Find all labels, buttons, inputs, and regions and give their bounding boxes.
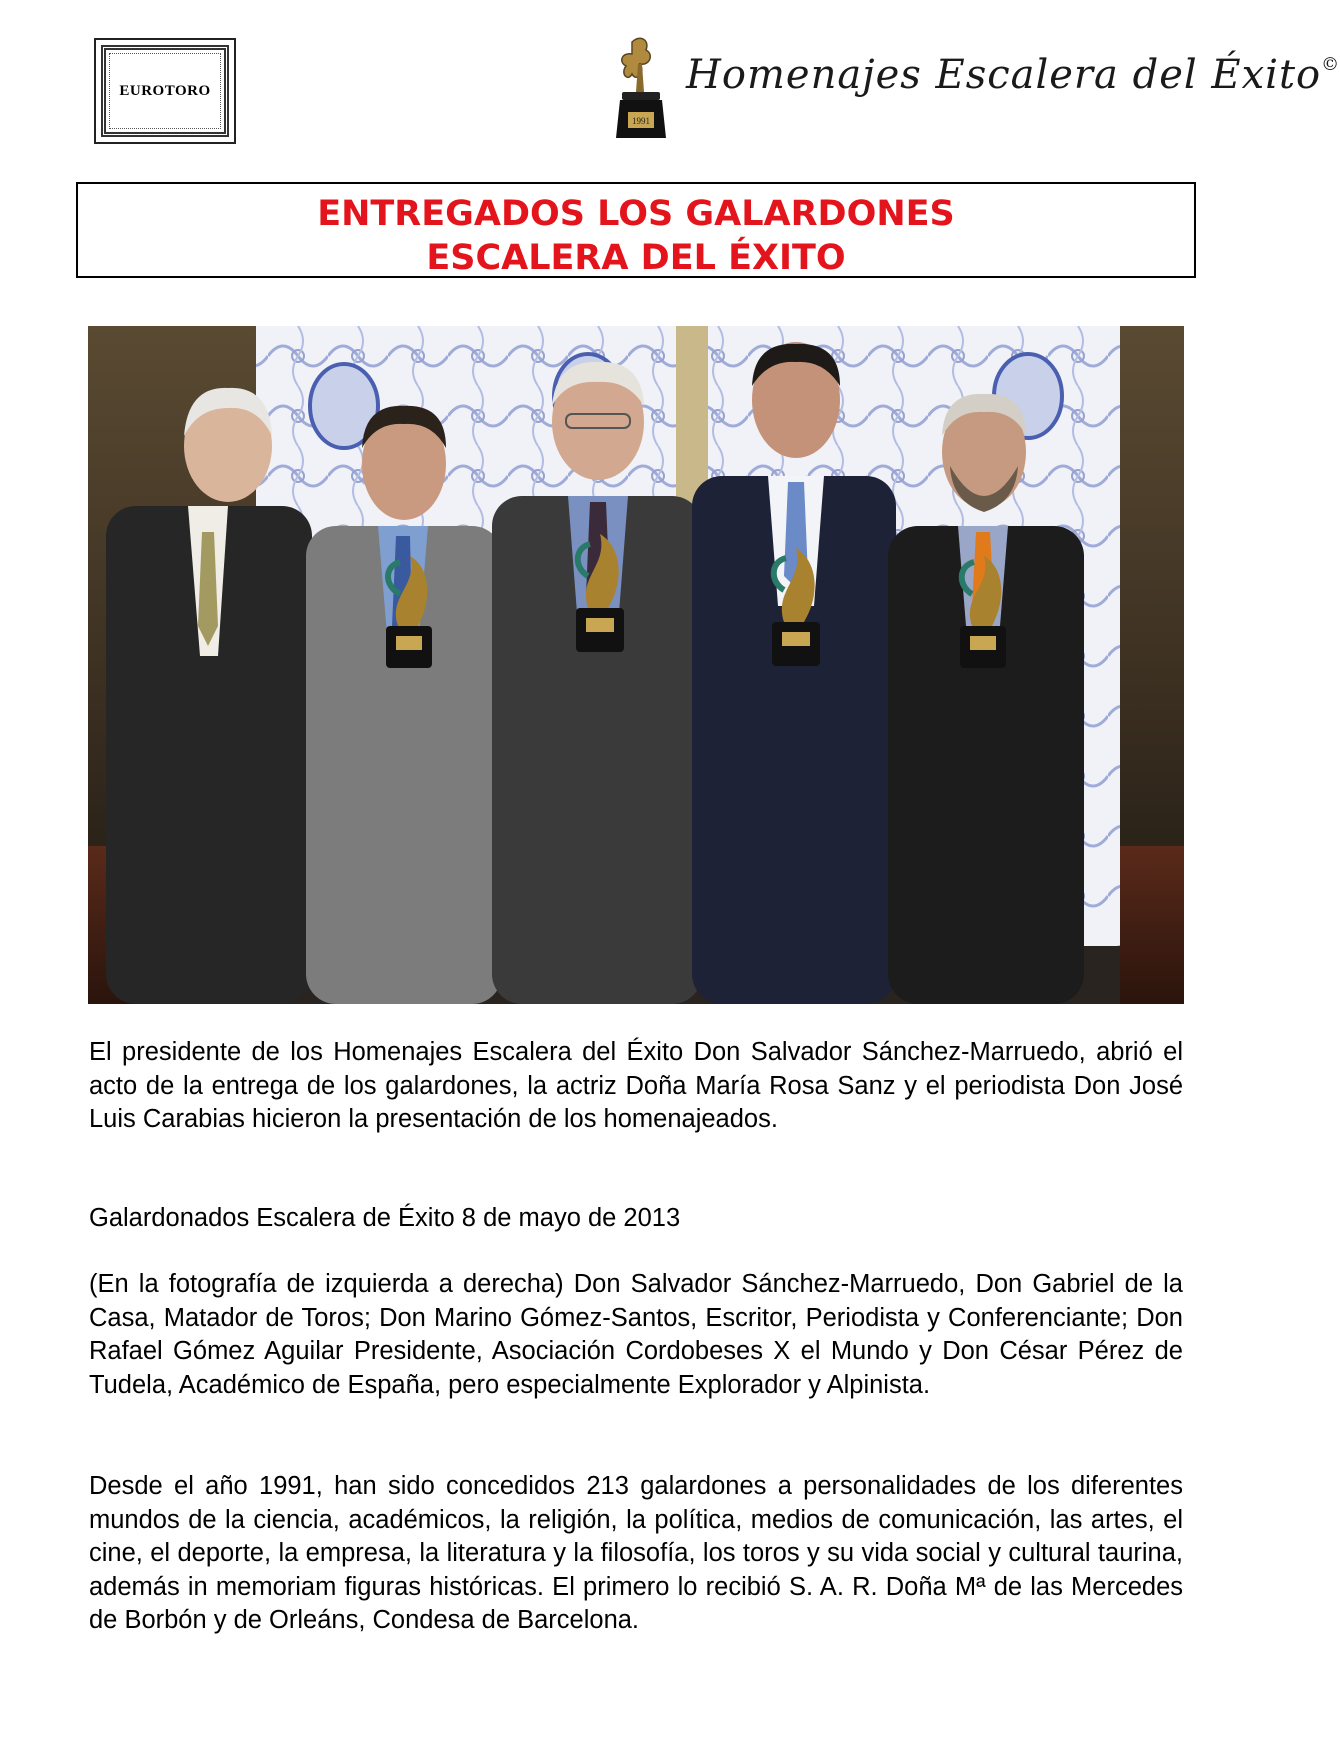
headline-line-2: ESCALERA DEL ÉXITO <box>426 238 846 278</box>
ceremony-photo <box>88 326 1184 1004</box>
paragraph-history: Desde el año 1991, han sido concedidos 213 galardones a personalidades de los diferentes mundos de la ciencia, académicos, la religión, la política, medios de comunicación, las artes, el cine, el deporte, la empresa, la literatura y la filosofía, los toros y su vida social y cultural taurina, además in memoriam figuras históricas. El primero lo recibió S. A. R. Doña Mª de las Mercedes de Borbón y de Orleáns, Condesa de Barcelona. <box>89 1472 1183 1634</box>
eurotoro-logo-text: EUROTORO <box>101 45 229 137</box>
headline-line-1: ENTREGADOS LOS GALARDONES <box>317 194 955 234</box>
headline-box <box>76 182 1196 278</box>
paragraph-photo-caption: (En la fotografía de izquierda a derecha) Don Salvador Sánchez-Marruedo, Don Gabriel de la Casa, Matador de Toros; Don Marino Gómez-Santos, Escritor, Periodista y Conferenciante; Don Rafael Gómez Aguilar Presidente, Asociación Cordobeses X el Mundo y Don César Pérez de Tudela, Académico de España, pero especialmente Explorador y Alpinista. <box>89 1270 1183 1399</box>
paragraph-intro: El presidente de los Homenajes Escalera del Éxito Don Salvador Sánchez-Marruedo, abrió el acto de la entrega de los galardones, la actriz Doña María Rosa Sanz y el periodista Don José Luis Carabias hicieron la presentación de los homenajeados. <box>89 1038 1183 1133</box>
copyright-mark: © <box>1321 54 1340 75</box>
brand-name: Homenajes Escalera del Éxito <box>686 52 1322 98</box>
trophy-year: 1991 <box>632 116 650 126</box>
award-ceremony-photo-icon <box>88 326 1184 1004</box>
trophy-logo-icon <box>610 34 672 144</box>
paragraph-date: Galardonados Escalera de Éxito 8 de mayo de 2013 <box>89 1204 681 1232</box>
eurotoro-logo <box>94 38 236 144</box>
brand-title <box>686 52 1340 112</box>
